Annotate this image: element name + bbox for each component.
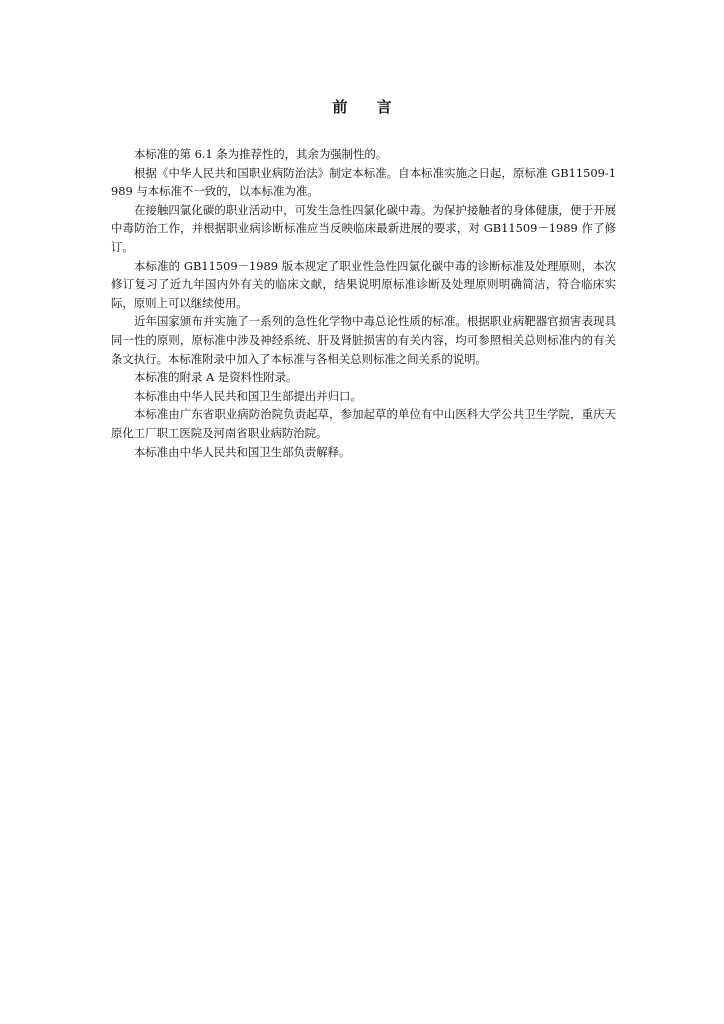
paragraph: 本标准的第 6.1 条为推荐性的，其余为强制性的。: [134, 147, 388, 161]
page-title: 前 言: [332, 98, 404, 116]
paragraph: 本标准的附录 A 是资料性附录。: [134, 370, 298, 385]
paragraph: 本标准由广东省职业病防治院负责起草，参加起草的单位有中山医科大学公共卫生学院，重庆天原化工厂职工医院及河南省职业病防治院。: [111, 407, 616, 440]
paragraph: 本标准由中华人民共和国卫生部负责解释。: [134, 444, 351, 459]
paragraph: 近年国家颁布并实施了一系列的急性化学物中毒总论性质的标准。根据职业病靶器官损害表现具同一性的原则，原标准中涉及神经系统、肝及肾脏损害的有关内容，均可参照相关总则标准内的有关条文执行。本标准附录中加入了本标准与各相关总则标准之间关系的说明。: [111, 314, 616, 366]
body-text: [111, 145, 616, 461]
paragraph: 在接触四氯化碳的职业活动中，可发生急性四氯化碳中毒。为保护接触者的身体健康，便于开展中毒防治工作，并根据职业病诊断标准应当反映临床最新进展的要求，对 GB11509－1989 作了修订。: [111, 202, 616, 254]
paragraph: 本标准由中华人民共和国卫生部提出并归口。: [134, 388, 362, 403]
paragraph: 根据《中华人民共和国职业病防治法》制定本标准。自本标准实施之日起，原标准 GB11509-1989 与本标准不一致的，以本标准为准。: [111, 165, 616, 199]
paragraph: 本标准的 GB11509－1989 版本规定了职业性急性四氯化碳中毒的诊断标准及处理原则，本次修订复习了近九年国内外有关的临床文献，结果说明原标准诊断及处理原则明确简洁，符合临床实际，原则上可以继续使用。: [111, 258, 616, 310]
